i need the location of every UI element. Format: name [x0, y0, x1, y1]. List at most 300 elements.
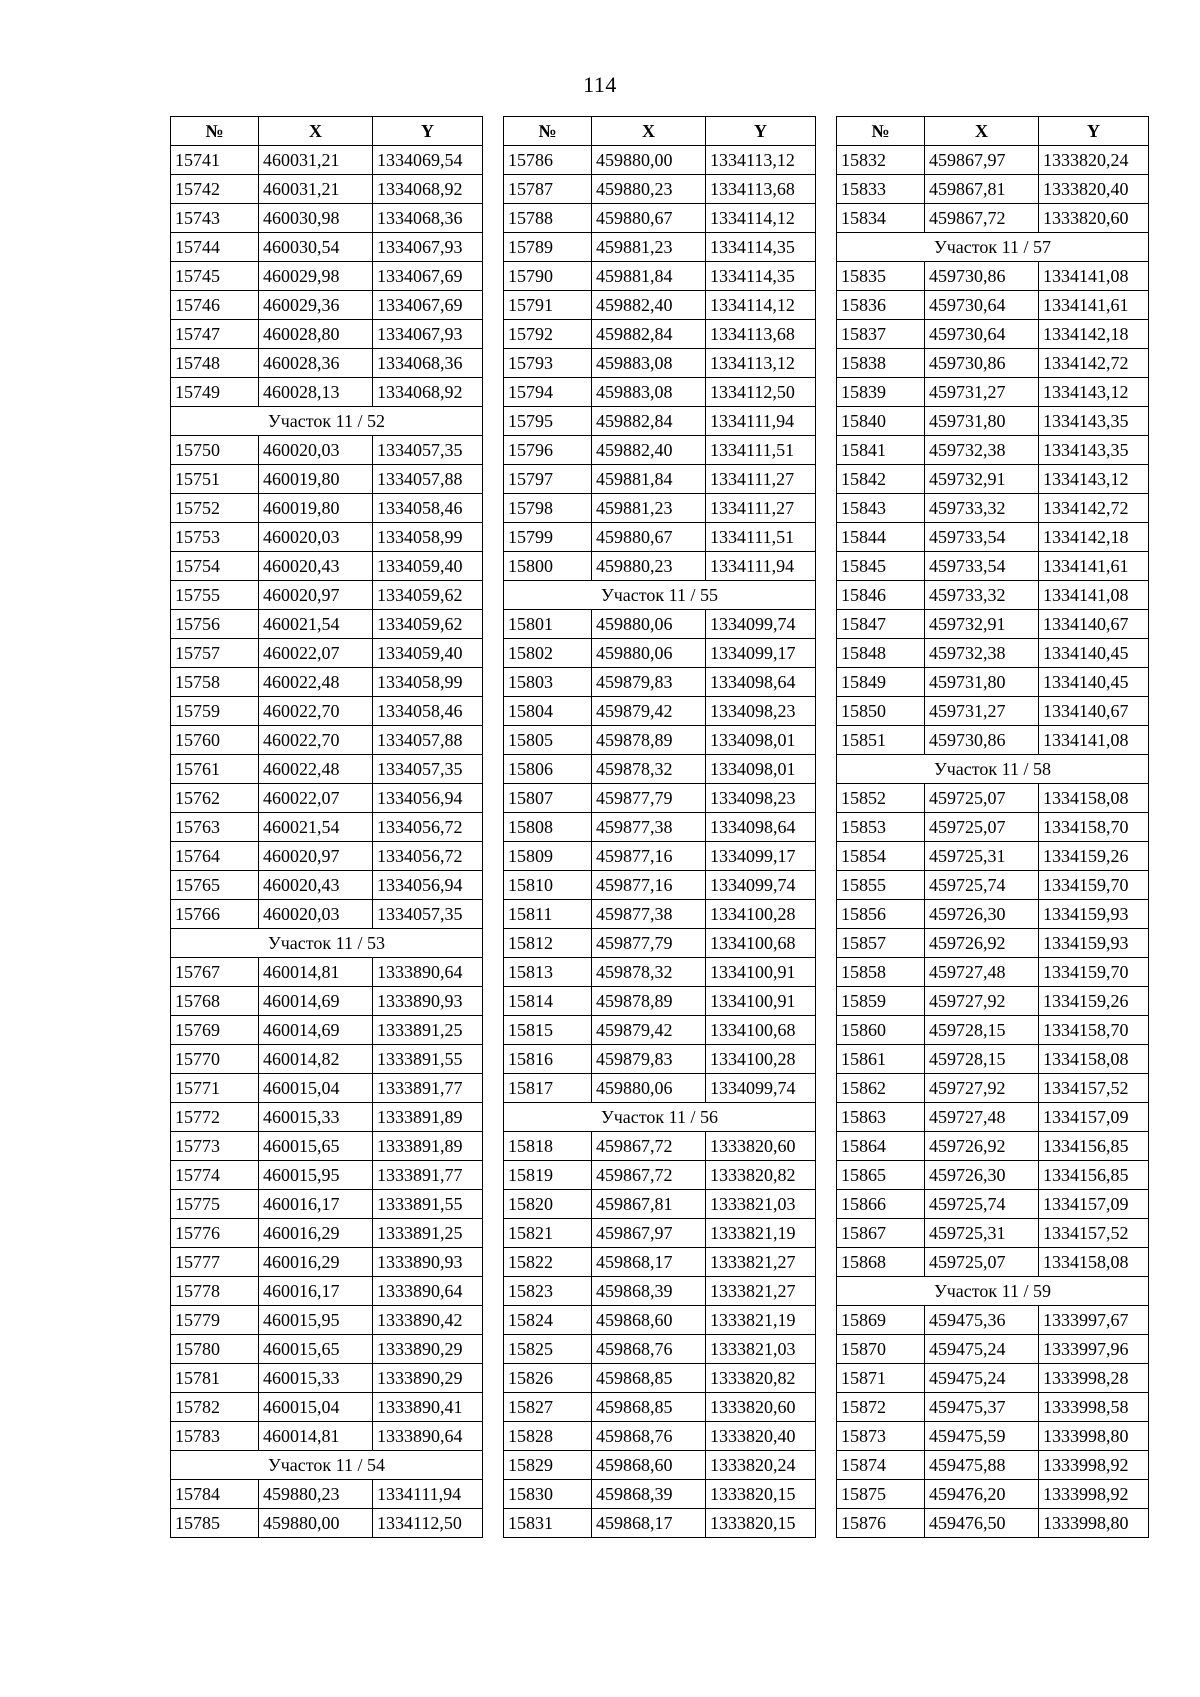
- x-coordinate-cell: 459877,16: [592, 842, 706, 871]
- x-coordinate-cell: 459868,76: [592, 1422, 706, 1451]
- table-row: [171, 697, 483, 726]
- point-number-cell: 15865: [837, 1161, 925, 1190]
- table-row: [171, 958, 483, 987]
- point-number-cell: 15845: [837, 552, 925, 581]
- y-coordinate-cell: 1333997,96: [1039, 1335, 1149, 1364]
- y-coordinate-cell: 1333891,55: [373, 1190, 483, 1219]
- section-row: [171, 407, 483, 436]
- y-coordinate-cell: 1334056,94: [373, 871, 483, 900]
- y-coordinate-cell: 1334111,94: [706, 407, 816, 436]
- point-number-cell: 15840: [837, 407, 925, 436]
- page-number: 114: [583, 72, 617, 97]
- point-number-cell: 15786: [504, 146, 592, 175]
- y-coordinate-cell: 1334114,35: [706, 233, 816, 262]
- table-row: [504, 1451, 816, 1480]
- table-row: [837, 1161, 1149, 1190]
- table-row: [504, 146, 816, 175]
- point-number-cell: 15766: [171, 900, 259, 929]
- y-coordinate-cell: 1334114,12: [706, 204, 816, 233]
- x-coordinate-cell: 459726,30: [925, 1161, 1039, 1190]
- table-row: [837, 1219, 1149, 1248]
- x-coordinate-cell: 459733,32: [925, 494, 1039, 523]
- y-coordinate-cell: 1333998,58: [1039, 1393, 1149, 1422]
- point-number-cell: 15756: [171, 610, 259, 639]
- y-coordinate-cell: 1334111,27: [706, 494, 816, 523]
- table-row: [837, 349, 1149, 378]
- table-row: [171, 987, 483, 1016]
- column-header-y: Y: [1039, 117, 1149, 146]
- x-coordinate-cell: 459877,79: [592, 784, 706, 813]
- x-coordinate-cell: 460021,54: [259, 813, 373, 842]
- table-row: [504, 349, 816, 378]
- section-title: Участок 11 / 54: [171, 1451, 483, 1480]
- point-number-cell: 15833: [837, 175, 925, 204]
- point-number-cell: 15776: [171, 1219, 259, 1248]
- y-coordinate-cell: 1334140,67: [1039, 610, 1149, 639]
- point-number-cell: 15858: [837, 958, 925, 987]
- point-number-cell: 15788: [504, 204, 592, 233]
- point-number-cell: 15864: [837, 1132, 925, 1161]
- point-number-cell: 15802: [504, 639, 592, 668]
- x-coordinate-cell: 460028,36: [259, 349, 373, 378]
- y-coordinate-cell: 1333890,29: [373, 1364, 483, 1393]
- table-row: [504, 668, 816, 697]
- x-coordinate-cell: 460030,54: [259, 233, 373, 262]
- table-row: [171, 523, 483, 552]
- y-coordinate-cell: 1334156,85: [1039, 1161, 1149, 1190]
- point-number-cell: 15863: [837, 1103, 925, 1132]
- y-coordinate-cell: 1333998,80: [1039, 1509, 1149, 1538]
- x-coordinate-cell: 459867,97: [592, 1219, 706, 1248]
- y-coordinate-cell: 1334069,54: [373, 146, 483, 175]
- x-coordinate-cell: 459868,39: [592, 1480, 706, 1509]
- x-coordinate-cell: 459475,88: [925, 1451, 1039, 1480]
- point-number-cell: 15821: [504, 1219, 592, 1248]
- y-coordinate-cell: 1334156,85: [1039, 1132, 1149, 1161]
- y-coordinate-cell: 1333821,19: [706, 1219, 816, 1248]
- x-coordinate-cell: 459867,97: [925, 146, 1039, 175]
- point-number-cell: 15799: [504, 523, 592, 552]
- table-row: [504, 958, 816, 987]
- point-number-cell: 15757: [171, 639, 259, 668]
- x-coordinate-cell: 459727,48: [925, 1103, 1039, 1132]
- table-row: [171, 784, 483, 813]
- table-row: [171, 1016, 483, 1045]
- y-coordinate-cell: 1333890,93: [373, 987, 483, 1016]
- table-row: [171, 1422, 483, 1451]
- x-coordinate-cell: 459731,27: [925, 697, 1039, 726]
- point-number-cell: 15854: [837, 842, 925, 871]
- table-row: [504, 378, 816, 407]
- table-row: [504, 436, 816, 465]
- table-row: [171, 494, 483, 523]
- point-number-cell: 15875: [837, 1480, 925, 1509]
- y-coordinate-cell: 1334158,08: [1039, 1248, 1149, 1277]
- x-coordinate-cell: 459476,20: [925, 1480, 1039, 1509]
- table-row: [837, 1422, 1149, 1451]
- table-row: [837, 842, 1149, 871]
- y-coordinate-cell: 1334056,72: [373, 842, 483, 871]
- section-row: [837, 755, 1149, 784]
- x-coordinate-cell: 459882,40: [592, 436, 706, 465]
- table-row: [837, 175, 1149, 204]
- x-coordinate-cell: 459880,06: [592, 639, 706, 668]
- table-row: [837, 204, 1149, 233]
- table-row: [504, 784, 816, 813]
- point-number-cell: 15796: [504, 436, 592, 465]
- table-row: [837, 958, 1149, 987]
- table-row: [837, 291, 1149, 320]
- x-coordinate-cell: 460020,97: [259, 581, 373, 610]
- x-coordinate-cell: 460022,70: [259, 697, 373, 726]
- y-coordinate-cell: 1334098,64: [706, 813, 816, 842]
- x-coordinate-cell: 459879,83: [592, 1045, 706, 1074]
- point-number-cell: 15812: [504, 929, 592, 958]
- point-number-cell: 15866: [837, 1190, 925, 1219]
- point-number-cell: 15760: [171, 726, 259, 755]
- x-coordinate-cell: 459868,85: [592, 1393, 706, 1422]
- x-coordinate-cell: 459726,30: [925, 900, 1039, 929]
- x-coordinate-cell: 460014,81: [259, 1422, 373, 1451]
- y-coordinate-cell: 1333820,82: [706, 1364, 816, 1393]
- y-coordinate-cell: 1334098,01: [706, 755, 816, 784]
- x-coordinate-cell: 460019,80: [259, 465, 373, 494]
- y-coordinate-cell: 1334068,36: [373, 349, 483, 378]
- table-row: [504, 813, 816, 842]
- table-row: [504, 291, 816, 320]
- y-coordinate-cell: 1334059,40: [373, 639, 483, 668]
- y-coordinate-cell: 1333821,27: [706, 1248, 816, 1277]
- point-number-cell: 15744: [171, 233, 259, 262]
- y-coordinate-cell: 1333891,89: [373, 1132, 483, 1161]
- table-row: [837, 929, 1149, 958]
- y-coordinate-cell: 1333891,25: [373, 1219, 483, 1248]
- y-coordinate-cell: 1333821,27: [706, 1277, 816, 1306]
- point-number-cell: 15867: [837, 1219, 925, 1248]
- table-row: [504, 1393, 816, 1422]
- point-number-cell: 15826: [504, 1364, 592, 1393]
- y-coordinate-cell: 1334111,51: [706, 436, 816, 465]
- point-number-cell: 15852: [837, 784, 925, 813]
- x-coordinate-cell: 460015,65: [259, 1132, 373, 1161]
- column-header-x: X: [259, 117, 373, 146]
- y-coordinate-cell: 1333891,89: [373, 1103, 483, 1132]
- table-row: [171, 1074, 483, 1103]
- table-row: [171, 262, 483, 291]
- table-row: [837, 987, 1149, 1016]
- x-coordinate-cell: 459475,24: [925, 1364, 1039, 1393]
- table-header-row: [837, 117, 1149, 146]
- y-coordinate-cell: 1334159,93: [1039, 929, 1149, 958]
- table-row: [171, 1509, 483, 1538]
- section-title: Участок 11 / 59: [837, 1277, 1149, 1306]
- table-row: [504, 1074, 816, 1103]
- coordinates-table-2: [503, 116, 816, 1538]
- x-coordinate-cell: 460015,33: [259, 1103, 373, 1132]
- point-number-cell: 15779: [171, 1306, 259, 1335]
- y-coordinate-cell: 1334100,68: [706, 929, 816, 958]
- point-number-cell: 15839: [837, 378, 925, 407]
- point-number-cell: 15789: [504, 233, 592, 262]
- x-coordinate-cell: 459882,84: [592, 320, 706, 349]
- y-coordinate-cell: 1333998,92: [1039, 1480, 1149, 1509]
- table-row: [171, 668, 483, 697]
- point-number-cell: 15872: [837, 1393, 925, 1422]
- x-coordinate-cell: 459725,31: [925, 842, 1039, 871]
- x-coordinate-cell: 459733,54: [925, 552, 1039, 581]
- x-coordinate-cell: 459868,17: [592, 1248, 706, 1277]
- point-number-cell: 15769: [171, 1016, 259, 1045]
- point-number-cell: 15750: [171, 436, 259, 465]
- point-number-cell: 15828: [504, 1422, 592, 1451]
- y-coordinate-cell: 1334158,08: [1039, 1045, 1149, 1074]
- x-coordinate-cell: 459728,15: [925, 1016, 1039, 1045]
- column-header-number: №: [504, 117, 592, 146]
- table-row: [837, 668, 1149, 697]
- y-coordinate-cell: 1334099,74: [706, 1074, 816, 1103]
- table-row: [837, 320, 1149, 349]
- x-coordinate-cell: 459732,91: [925, 610, 1039, 639]
- y-coordinate-cell: 1334098,01: [706, 726, 816, 755]
- table-row: [837, 1190, 1149, 1219]
- x-coordinate-cell: 459730,86: [925, 726, 1039, 755]
- x-coordinate-cell: 459877,16: [592, 871, 706, 900]
- y-coordinate-cell: 1334067,69: [373, 262, 483, 291]
- point-number-cell: 15806: [504, 755, 592, 784]
- point-number-cell: 15846: [837, 581, 925, 610]
- point-number-cell: 15823: [504, 1277, 592, 1306]
- point-number-cell: 15759: [171, 697, 259, 726]
- table-row: [504, 639, 816, 668]
- x-coordinate-cell: 459883,08: [592, 378, 706, 407]
- section-row: [837, 233, 1149, 262]
- table-row: [504, 1277, 816, 1306]
- y-coordinate-cell: 1333890,64: [373, 1277, 483, 1306]
- x-coordinate-cell: 459730,86: [925, 349, 1039, 378]
- point-number-cell: 15795: [504, 407, 592, 436]
- x-coordinate-cell: 459867,72: [592, 1132, 706, 1161]
- section-title: Участок 11 / 53: [171, 929, 483, 958]
- x-coordinate-cell: 459880,23: [592, 552, 706, 581]
- table-row: [837, 1306, 1149, 1335]
- y-coordinate-cell: 1334098,64: [706, 668, 816, 697]
- x-coordinate-cell: 460015,95: [259, 1306, 373, 1335]
- x-coordinate-cell: 459731,27: [925, 378, 1039, 407]
- section-row: [504, 581, 816, 610]
- x-coordinate-cell: 459727,92: [925, 987, 1039, 1016]
- table-row: [504, 233, 816, 262]
- table-row: [171, 581, 483, 610]
- point-number-cell: 15794: [504, 378, 592, 407]
- table-row: [837, 1103, 1149, 1132]
- table-row: [504, 552, 816, 581]
- y-coordinate-cell: 1333890,64: [373, 958, 483, 987]
- y-coordinate-cell: 1334143,35: [1039, 436, 1149, 465]
- table-row: [504, 465, 816, 494]
- x-coordinate-cell: 460015,33: [259, 1364, 373, 1393]
- y-coordinate-cell: 1334157,09: [1039, 1190, 1149, 1219]
- table-row: [171, 1103, 483, 1132]
- table-row: [504, 320, 816, 349]
- y-coordinate-cell: 1334158,70: [1039, 813, 1149, 842]
- x-coordinate-cell: 459880,00: [259, 1509, 373, 1538]
- x-coordinate-cell: 459868,76: [592, 1335, 706, 1364]
- column-header-y: Y: [706, 117, 816, 146]
- point-number-cell: 15819: [504, 1161, 592, 1190]
- y-coordinate-cell: 1334140,45: [1039, 639, 1149, 668]
- x-coordinate-cell: 459881,23: [592, 494, 706, 523]
- point-number-cell: 15848: [837, 639, 925, 668]
- point-number-cell: 15810: [504, 871, 592, 900]
- point-number-cell: 15850: [837, 697, 925, 726]
- point-number-cell: 15862: [837, 1074, 925, 1103]
- point-number-cell: 15860: [837, 1016, 925, 1045]
- x-coordinate-cell: 459880,00: [592, 146, 706, 175]
- table-row: [837, 784, 1149, 813]
- y-coordinate-cell: 1334140,45: [1039, 668, 1149, 697]
- y-coordinate-cell: 1333820,40: [706, 1422, 816, 1451]
- point-number-cell: 15764: [171, 842, 259, 871]
- y-coordinate-cell: 1334141,61: [1039, 552, 1149, 581]
- point-number-cell: 15818: [504, 1132, 592, 1161]
- column-header-x: X: [592, 117, 706, 146]
- point-number-cell: 15817: [504, 1074, 592, 1103]
- table-row: [504, 1045, 816, 1074]
- point-number-cell: 15752: [171, 494, 259, 523]
- point-number-cell: 15816: [504, 1045, 592, 1074]
- section-row: [837, 1277, 1149, 1306]
- x-coordinate-cell: 459881,84: [592, 465, 706, 494]
- table-row: [837, 1074, 1149, 1103]
- point-number-cell: 15815: [504, 1016, 592, 1045]
- x-coordinate-cell: 459877,38: [592, 813, 706, 842]
- table-row: [171, 175, 483, 204]
- x-coordinate-cell: 460016,29: [259, 1248, 373, 1277]
- y-coordinate-cell: 1334159,26: [1039, 842, 1149, 871]
- table-row: [837, 1480, 1149, 1509]
- y-coordinate-cell: 1334157,09: [1039, 1103, 1149, 1132]
- x-coordinate-cell: 459475,36: [925, 1306, 1039, 1335]
- x-coordinate-cell: 459867,72: [925, 204, 1039, 233]
- point-number-cell: 15822: [504, 1248, 592, 1277]
- table-row: [837, 581, 1149, 610]
- point-number-cell: 15784: [171, 1480, 259, 1509]
- point-number-cell: 15791: [504, 291, 592, 320]
- y-coordinate-cell: 1334111,27: [706, 465, 816, 494]
- y-coordinate-cell: 1334111,94: [706, 552, 816, 581]
- x-coordinate-cell: 460022,48: [259, 755, 373, 784]
- section-row: [171, 1451, 483, 1480]
- point-number-cell: 15808: [504, 813, 592, 842]
- x-coordinate-cell: 460020,03: [259, 523, 373, 552]
- x-coordinate-cell: 459727,92: [925, 1074, 1039, 1103]
- table-row: [504, 204, 816, 233]
- y-coordinate-cell: 1334159,26: [1039, 987, 1149, 1016]
- y-coordinate-cell: 1334059,62: [373, 581, 483, 610]
- x-coordinate-cell: 459880,06: [592, 1074, 706, 1103]
- point-number-cell: 15773: [171, 1132, 259, 1161]
- y-coordinate-cell: 1334158,08: [1039, 784, 1149, 813]
- x-coordinate-cell: 460021,54: [259, 610, 373, 639]
- point-number-cell: 15824: [504, 1306, 592, 1335]
- point-number-cell: 15869: [837, 1306, 925, 1335]
- table-row: [837, 523, 1149, 552]
- table-header-row: [171, 117, 483, 146]
- point-number-cell: 15777: [171, 1248, 259, 1277]
- table-row: [837, 378, 1149, 407]
- x-coordinate-cell: 460020,43: [259, 871, 373, 900]
- y-coordinate-cell: 1334057,35: [373, 755, 483, 784]
- y-coordinate-cell: 1333820,24: [1039, 146, 1149, 175]
- y-coordinate-cell: 1333891,77: [373, 1161, 483, 1190]
- point-number-cell: 15847: [837, 610, 925, 639]
- table-row: [171, 291, 483, 320]
- section-row: [171, 929, 483, 958]
- point-number-cell: 15870: [837, 1335, 925, 1364]
- table-row: [504, 1306, 816, 1335]
- table-row: [171, 1248, 483, 1277]
- coordinates-table-1: [170, 116, 483, 1538]
- point-number-cell: 15774: [171, 1161, 259, 1190]
- y-coordinate-cell: 1334111,94: [373, 1480, 483, 1509]
- table-row: [504, 1016, 816, 1045]
- x-coordinate-cell: 460014,82: [259, 1045, 373, 1074]
- point-number-cell: 15749: [171, 378, 259, 407]
- point-number-cell: 15842: [837, 465, 925, 494]
- point-number-cell: 15829: [504, 1451, 592, 1480]
- y-coordinate-cell: 1334057,88: [373, 726, 483, 755]
- table-row: [171, 1480, 483, 1509]
- y-coordinate-cell: 1333820,15: [706, 1480, 816, 1509]
- y-coordinate-cell: 1334100,91: [706, 987, 816, 1016]
- point-number-cell: 15761: [171, 755, 259, 784]
- table-row: [837, 610, 1149, 639]
- table-row: [171, 1161, 483, 1190]
- table-row: [171, 552, 483, 581]
- y-coordinate-cell: 1334099,74: [706, 610, 816, 639]
- table-row: [837, 813, 1149, 842]
- x-coordinate-cell: 459732,38: [925, 639, 1039, 668]
- y-coordinate-cell: 1334113,68: [706, 175, 816, 204]
- y-coordinate-cell: 1334159,70: [1039, 871, 1149, 900]
- y-coordinate-cell: 1334112,50: [373, 1509, 483, 1538]
- x-coordinate-cell: 459880,06: [592, 610, 706, 639]
- table-row: [171, 1219, 483, 1248]
- table-row: [837, 465, 1149, 494]
- point-number-cell: 15814: [504, 987, 592, 1016]
- point-number-cell: 15844: [837, 523, 925, 552]
- table-row: [171, 842, 483, 871]
- table-row: [837, 900, 1149, 929]
- x-coordinate-cell: 460016,29: [259, 1219, 373, 1248]
- point-number-cell: 15753: [171, 523, 259, 552]
- section-title: Участок 11 / 58: [837, 755, 1149, 784]
- point-number-cell: 15832: [837, 146, 925, 175]
- y-coordinate-cell: 1334141,08: [1039, 581, 1149, 610]
- y-coordinate-cell: 1333890,41: [373, 1393, 483, 1422]
- y-coordinate-cell: 1334057,35: [373, 900, 483, 929]
- y-coordinate-cell: 1334114,12: [706, 291, 816, 320]
- x-coordinate-cell: 460014,69: [259, 987, 373, 1016]
- point-number-cell: 15841: [837, 436, 925, 465]
- table-row: [504, 842, 816, 871]
- y-coordinate-cell: 1333820,40: [1039, 175, 1149, 204]
- point-number-cell: 15809: [504, 842, 592, 871]
- table-row: [171, 1335, 483, 1364]
- point-number-cell: 15748: [171, 349, 259, 378]
- point-number-cell: 15751: [171, 465, 259, 494]
- y-coordinate-cell: 1334068,92: [373, 175, 483, 204]
